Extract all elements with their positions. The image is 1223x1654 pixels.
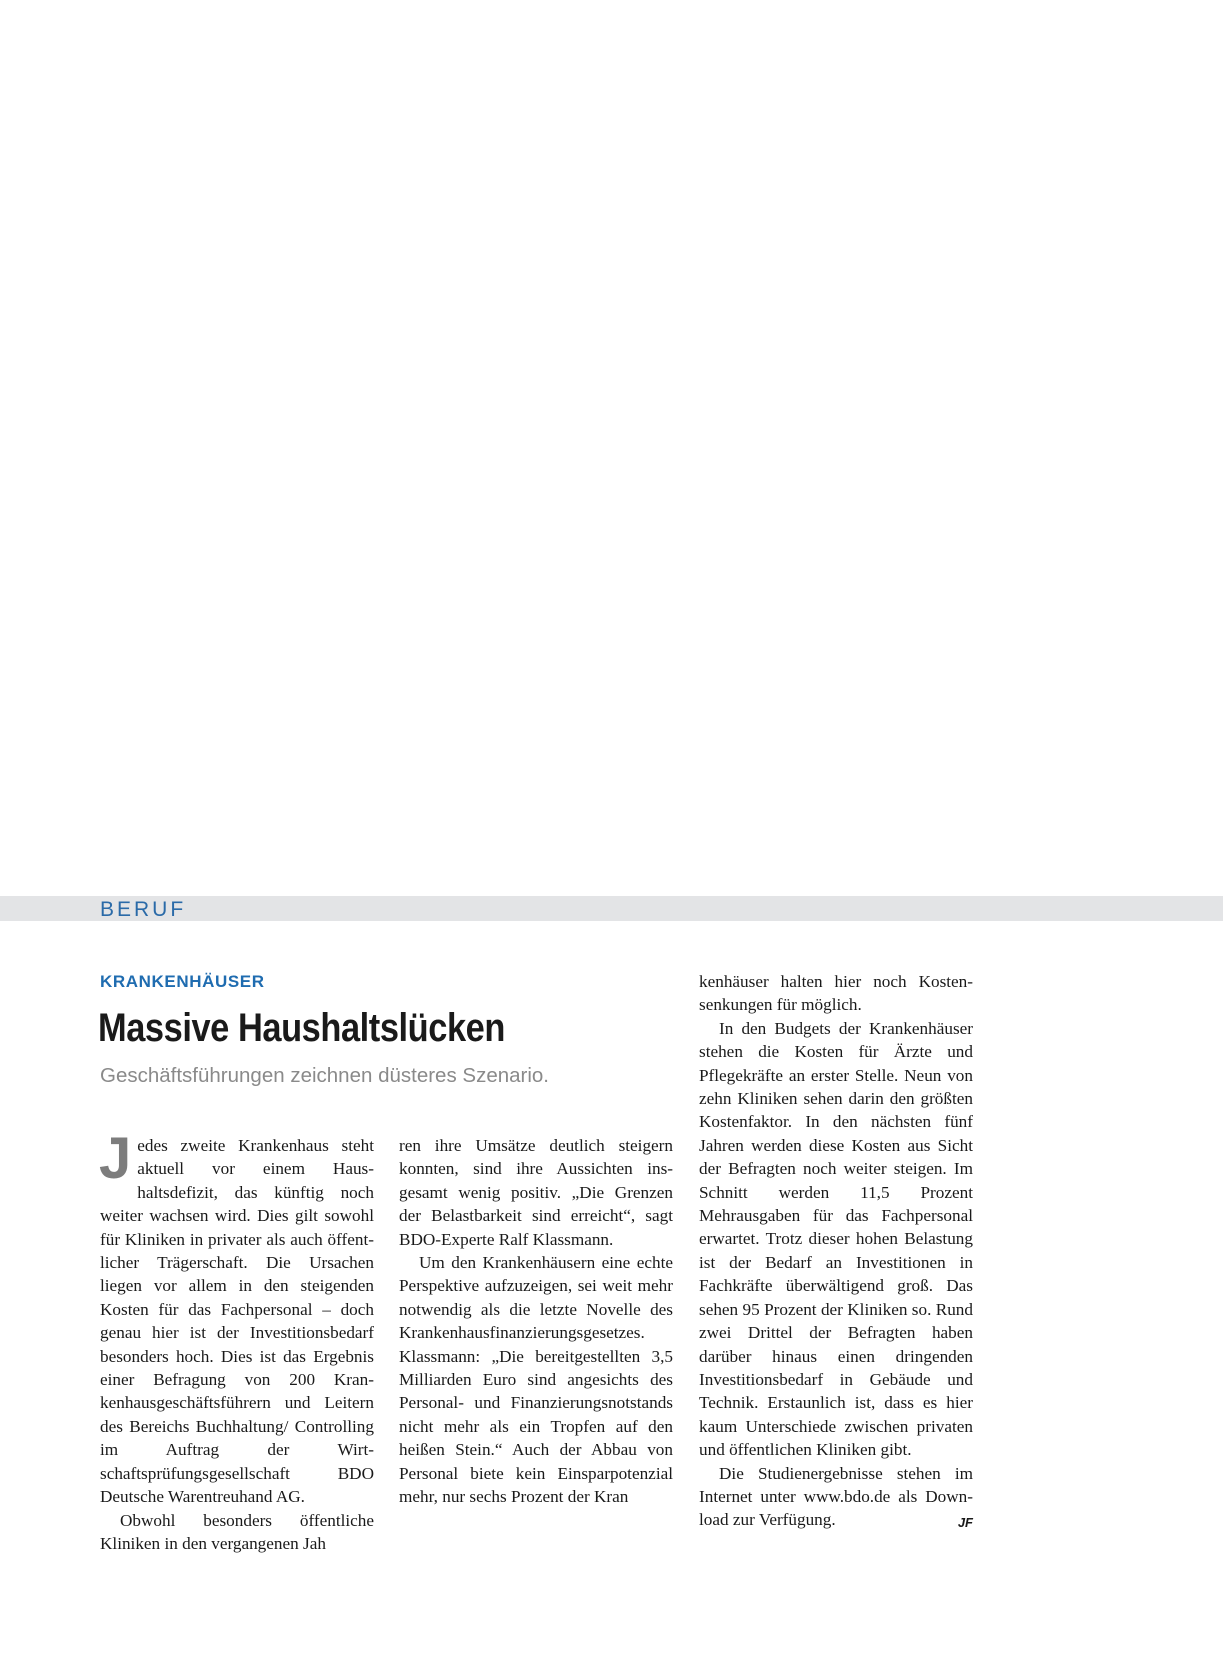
article-kicker: KRANKENHÄUSER (100, 972, 265, 991)
article-column-3 (699, 970, 973, 1535)
paragraph-text: Die Studienergebnisse stehen im Internet unter www.bdo.de als Download zur Verfügung. (699, 1463, 973, 1530)
paragraph (99, 1126, 374, 1509)
author-initials: JF (957, 1515, 973, 1531)
paragraph-text: edes zweite Krankenhaus steht aktuell vor einem Haushaltsdefizit, das künftig noch weiter wachsen wird. Dies gilt sowohl für Kliniken in privater als auch öffentlicher Trägerschaft. Die Ursachen liegen vor allem in den steigenden Kosten für das Fachpersonal – doch genau hier ist der Investitionsbedarf besonders hoch. Dies ist das Ergebnis einer Befragung von 200 Krankenhausgeschäftsführern und Leitern des Bereichs Buchhaltung/ Controlling im Auftrag der Wirtschaftsprüfungsgesellschaft BDO Deutsche Warentreuhand AG. (100, 1136, 374, 1507)
article-headline: Massive Haushaltslücken (98, 1006, 505, 1050)
section-label: BERUF (100, 898, 187, 921)
article-column-2 (399, 1134, 673, 1509)
article-subhead: Geschäftsführungen zeichnen düsteres Szenario. (100, 1064, 549, 1087)
drop-cap: J (99, 1126, 132, 1191)
paragraph: Obwohl besonders öffentliche Kliniken in den vergangenen Jah (100, 1510, 374, 1553)
paragraph (699, 1462, 973, 1532)
paragraph: Um den Krankenhäusern eine echte Perspektive aufzuzeigen, sei weit mehr notwendig als die letzte Novelle des Krankenhausfinanzierungsgesetzes. Klassmann: „Die bereitgestellten 3,5 Milliarden Euro sind angesichts des Personal- und Finanzierungsnotstands nicht mehr als ein Tropfen auf den heißen Stein.“ Auch der Abbau von Personal biete kein Einsparpotenzial mehr, nur sechs Prozent der Kran (399, 1253, 673, 1507)
paragraph: ren ihre Umsätze deutlich steigern konnten, sind ihre Aussichten insgesamt wenig positiv. „Die Grenzen der Belastbarkeit sind erreicht“, sagt BDO-Experte Ralf Klassmann. (399, 1136, 673, 1249)
article-column-1 (99, 1126, 374, 1555)
paragraph: In den Budgets der Krankenhäuser stehen die Kosten für Ärzte und Pflegekräfte an erster Stelle. Neun von zehn Kliniken sehen darin den größten Kostenfaktor. In den nächsten fünf Jahren werden diese Kosten aus Sicht der Befragten noch weiter steigen. Im Schnitt werden 11,5 Prozent Mehrausgaben für das Fachpersonal erwartet. Trotz dieser hohen Belastung ist der Bedarf an Investitionen in Fachkräfte überwältigend groß. Das sehen 95 Prozent der Kliniken so. Rund zwei Drittel der Befragten haben darüber hinaus einen dringenden Investitionsbedarf in Gebäude und Technik. Erstaunlich ist, dass es hier kaum Unterschiede zwischen privaten und öffentlichen Kliniken gibt. (699, 1018, 973, 1460)
paragraph: kenhäuser halten hier noch Kostensenkungen für möglich. (699, 972, 973, 1015)
